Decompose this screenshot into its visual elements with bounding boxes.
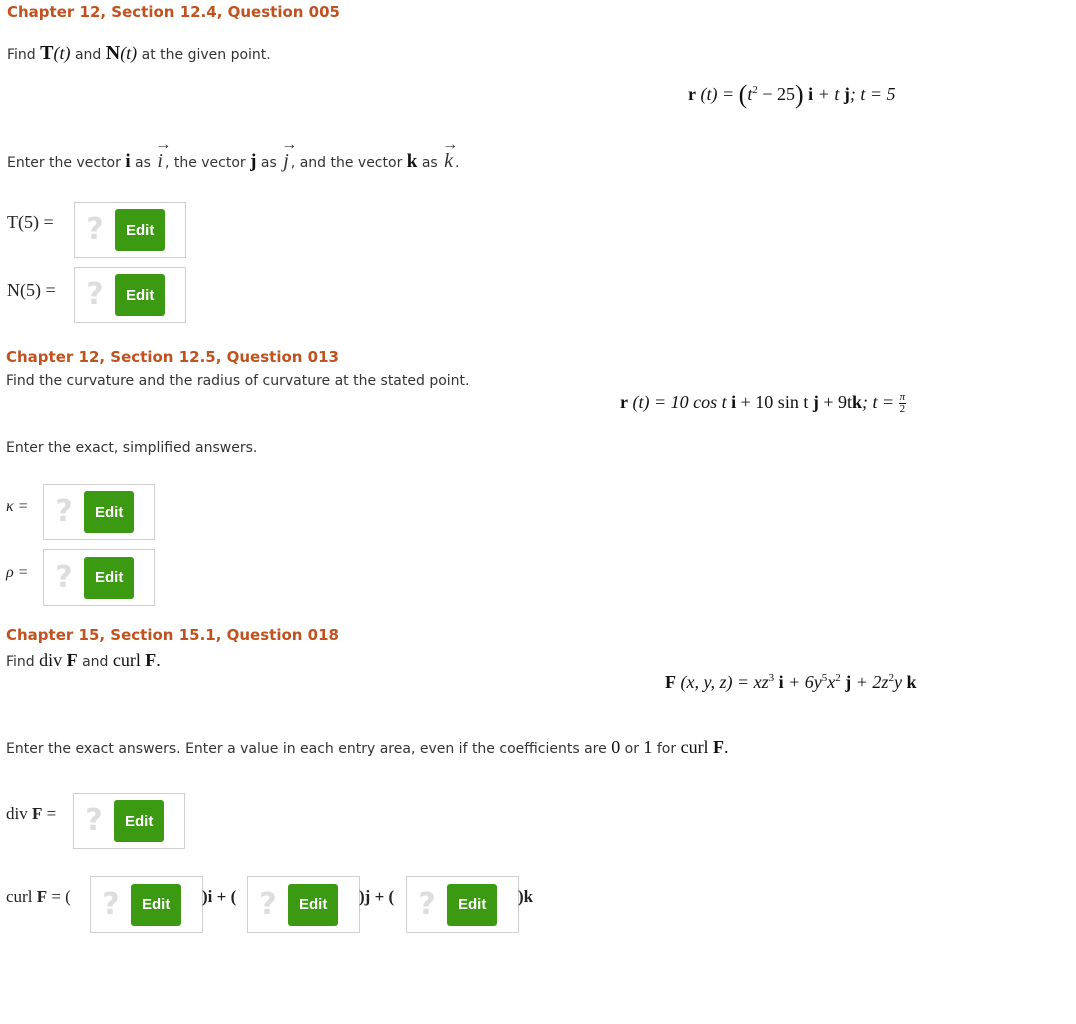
q2-prompt: Find the curvature and the radius of curvature at the stated point. bbox=[6, 373, 470, 389]
q3-label-curlF bbox=[6, 887, 71, 907]
q1-prompt-rest: at the given point. bbox=[141, 47, 271, 63]
question-mark-icon: ? bbox=[86, 212, 104, 247]
q3-eq-i: i bbox=[778, 672, 784, 692]
q3-eq-plus2: + 2z bbox=[855, 672, 889, 692]
q1-prompt-t2: (t) bbox=[120, 43, 138, 63]
q2-eq-j: j bbox=[812, 392, 819, 412]
q3-eq-k: k bbox=[906, 672, 917, 692]
q1-answer-T5[interactable] bbox=[74, 202, 186, 258]
q2-eq-body-1: (t) = 10 cos t bbox=[632, 392, 727, 412]
q2-answer-kappa[interactable] bbox=[43, 484, 155, 540]
q3-prompt-and: and bbox=[82, 654, 109, 670]
q3-eq-sup2: 5 bbox=[821, 672, 828, 684]
q3-label-div-word: div bbox=[6, 804, 28, 823]
q1-label-T5: T(5) = bbox=[7, 212, 54, 232]
edit-button-T5[interactable]: Edit bbox=[115, 209, 165, 251]
q2-eq-body-2: + 10 sin t bbox=[740, 392, 809, 412]
q3-instr-or: or bbox=[624, 741, 639, 757]
question-mark-icon: ? bbox=[418, 886, 436, 922]
q1-prompt-and: and bbox=[74, 47, 102, 63]
q3-prompt-find: Find bbox=[6, 654, 35, 670]
q2-answer-rho[interactable] bbox=[43, 549, 155, 606]
q3-heading: Chapter 15, Section 15.1, Question 018 bbox=[6, 626, 339, 644]
q3-instr-curl: curl bbox=[680, 737, 709, 757]
q3-instructions bbox=[6, 737, 729, 758]
edit-button-curl-j[interactable]: Edit bbox=[288, 884, 338, 926]
q3-label-curl-F: F bbox=[36, 887, 48, 906]
q2-eq-body-3: + 9t bbox=[823, 392, 852, 412]
q3-instr-0: 0 bbox=[611, 737, 621, 757]
q3-equation bbox=[665, 672, 916, 693]
q3-prompt-div: div bbox=[39, 650, 63, 670]
q3-label-div-F: F bbox=[31, 804, 43, 823]
q3-instr-1: Enter the exact answers. Enter a value in each entry area, even if the coefficients are bbox=[6, 741, 607, 757]
q1-prompt-t1: (t) bbox=[53, 43, 71, 63]
question-mark-icon: ? bbox=[85, 803, 103, 838]
q3-eq-sup3: 2 bbox=[835, 672, 841, 684]
edit-button-curl-k[interactable]: Edit bbox=[447, 884, 497, 926]
q3-instr-for: for bbox=[656, 741, 677, 757]
q1-vector-j-symbol: → j bbox=[281, 136, 298, 172]
q3-prompt-F2: F bbox=[145, 650, 157, 670]
q1-eq-i: i bbox=[808, 84, 814, 104]
q2-instructions: Enter the exact, simplified answers. bbox=[6, 440, 258, 456]
q2-label-rho: ρ = bbox=[6, 564, 29, 581]
q1-equation: r $(t) = (t^2 - 25) i + t$ j; t = 5 bbox=[688, 80, 896, 109]
question-mark-icon: ? bbox=[86, 277, 104, 312]
question-mark-icon: ? bbox=[259, 886, 277, 922]
q1-eq-t: t bbox=[747, 84, 753, 104]
q1-instr-1: Enter the vector bbox=[7, 155, 121, 171]
q3-eq-mid: + 6y bbox=[788, 672, 822, 692]
q2-equation bbox=[620, 392, 906, 415]
q3-label-curl-eq: = ( bbox=[51, 887, 71, 906]
q3-answer-divF[interactable] bbox=[73, 793, 185, 849]
q1-instr-end: . bbox=[455, 155, 460, 171]
q3-sep-i: )i + ( bbox=[202, 887, 237, 906]
edit-button-divF[interactable]: Edit bbox=[114, 800, 164, 842]
q1-answer-N5[interactable] bbox=[74, 267, 186, 323]
q1-instr-3: , and the vector bbox=[290, 155, 403, 171]
q1-eq-inner-rest: − 25 bbox=[762, 84, 795, 104]
edit-button-curl-i[interactable]: Edit bbox=[131, 884, 181, 926]
q1-eq-r: r bbox=[688, 84, 696, 104]
q3-eq-sup4: 2 bbox=[888, 672, 894, 684]
q2-frac-den: 2 bbox=[899, 403, 906, 416]
q1-prompt-N: N bbox=[105, 42, 121, 64]
q1-eq-j: j bbox=[843, 84, 850, 104]
q3-answer-curl-j[interactable] bbox=[247, 876, 360, 933]
q3-answer-curl-k[interactable] bbox=[406, 876, 519, 933]
q3-eq-F: F bbox=[665, 672, 676, 692]
q3-eq-sup1: 3 bbox=[768, 672, 775, 684]
q1-instr-as3: as bbox=[421, 155, 438, 171]
q3-prompt-end: . bbox=[156, 650, 161, 670]
q1-eq-rest: ; t = 5 bbox=[849, 84, 896, 104]
q3-instr-F: F bbox=[713, 737, 725, 757]
q1-instr-k: k bbox=[406, 151, 418, 172]
q3-eq-j: j bbox=[845, 672, 852, 692]
q1-label-N5: N(5) = bbox=[7, 280, 56, 300]
q1-vec-j-letter: j bbox=[283, 150, 289, 172]
question-mark-icon: ? bbox=[55, 494, 73, 529]
q2-eq-body-4: ; t = bbox=[862, 392, 895, 412]
q3-prompt-F1: F bbox=[66, 650, 78, 670]
q1-heading: Chapter 12, Section 12.4, Question 005 bbox=[7, 3, 340, 21]
q3-sep-k: )k bbox=[518, 887, 534, 906]
q3-label-curl-word: curl bbox=[6, 887, 33, 906]
q1-eq-arg: (t) = bbox=[700, 84, 735, 104]
q1-instr-as2: as bbox=[260, 155, 277, 171]
q1-instr-2: , the vector bbox=[164, 155, 246, 171]
q2-frac-num: π bbox=[899, 391, 906, 404]
question-mark-icon: ? bbox=[55, 559, 73, 595]
q2-eq-r: r bbox=[620, 392, 628, 412]
q1-instr-as1: as bbox=[135, 155, 151, 171]
q3-label-div-eq: = bbox=[46, 804, 57, 823]
q3-eq-x: x bbox=[827, 672, 836, 692]
edit-button-rho[interactable]: Edit bbox=[84, 557, 134, 599]
q2-heading: Chapter 12, Section 12.5, Question 013 bbox=[6, 348, 339, 366]
q3-prompt-curl: curl bbox=[112, 650, 141, 670]
q1-instr-j: j bbox=[250, 151, 257, 172]
q1-vector-i-symbol: → i bbox=[155, 136, 172, 172]
q1-instructions bbox=[7, 136, 460, 173]
q3-answer-curl-i[interactable] bbox=[90, 876, 203, 933]
q2-eq-i: i bbox=[731, 392, 737, 412]
q1-vec-i-letter: i bbox=[157, 150, 163, 172]
q2-eq-fraction bbox=[899, 392, 907, 415]
q2-label-kappa: κ = bbox=[6, 498, 29, 515]
q1-eq-plus-t: + t bbox=[817, 84, 840, 104]
q3-sep-j: )j + ( bbox=[359, 887, 395, 906]
q1-prompt bbox=[7, 42, 271, 65]
edit-button-N5[interactable]: Edit bbox=[115, 274, 165, 316]
q1-prompt-T: T bbox=[40, 42, 54, 64]
q1-vector-k-symbol: → k bbox=[442, 136, 459, 172]
q3-eq-args: (x, y, z) = xz bbox=[680, 672, 769, 692]
q3-eq-y: y bbox=[893, 672, 902, 692]
q3-prompt bbox=[6, 650, 161, 671]
q1-prompt-find: Find bbox=[7, 47, 36, 63]
question-mark-icon: ? bbox=[102, 886, 120, 922]
q1-instr-i: i bbox=[125, 151, 131, 172]
q3-instr-1val: 1 bbox=[643, 737, 653, 757]
q3-instr-end: . bbox=[724, 737, 729, 757]
edit-button-kappa[interactable]: Edit bbox=[84, 491, 134, 533]
q2-eq-k: k bbox=[851, 392, 862, 412]
q3-label-divF bbox=[6, 804, 56, 824]
q1-vec-k-letter: k bbox=[444, 150, 454, 172]
